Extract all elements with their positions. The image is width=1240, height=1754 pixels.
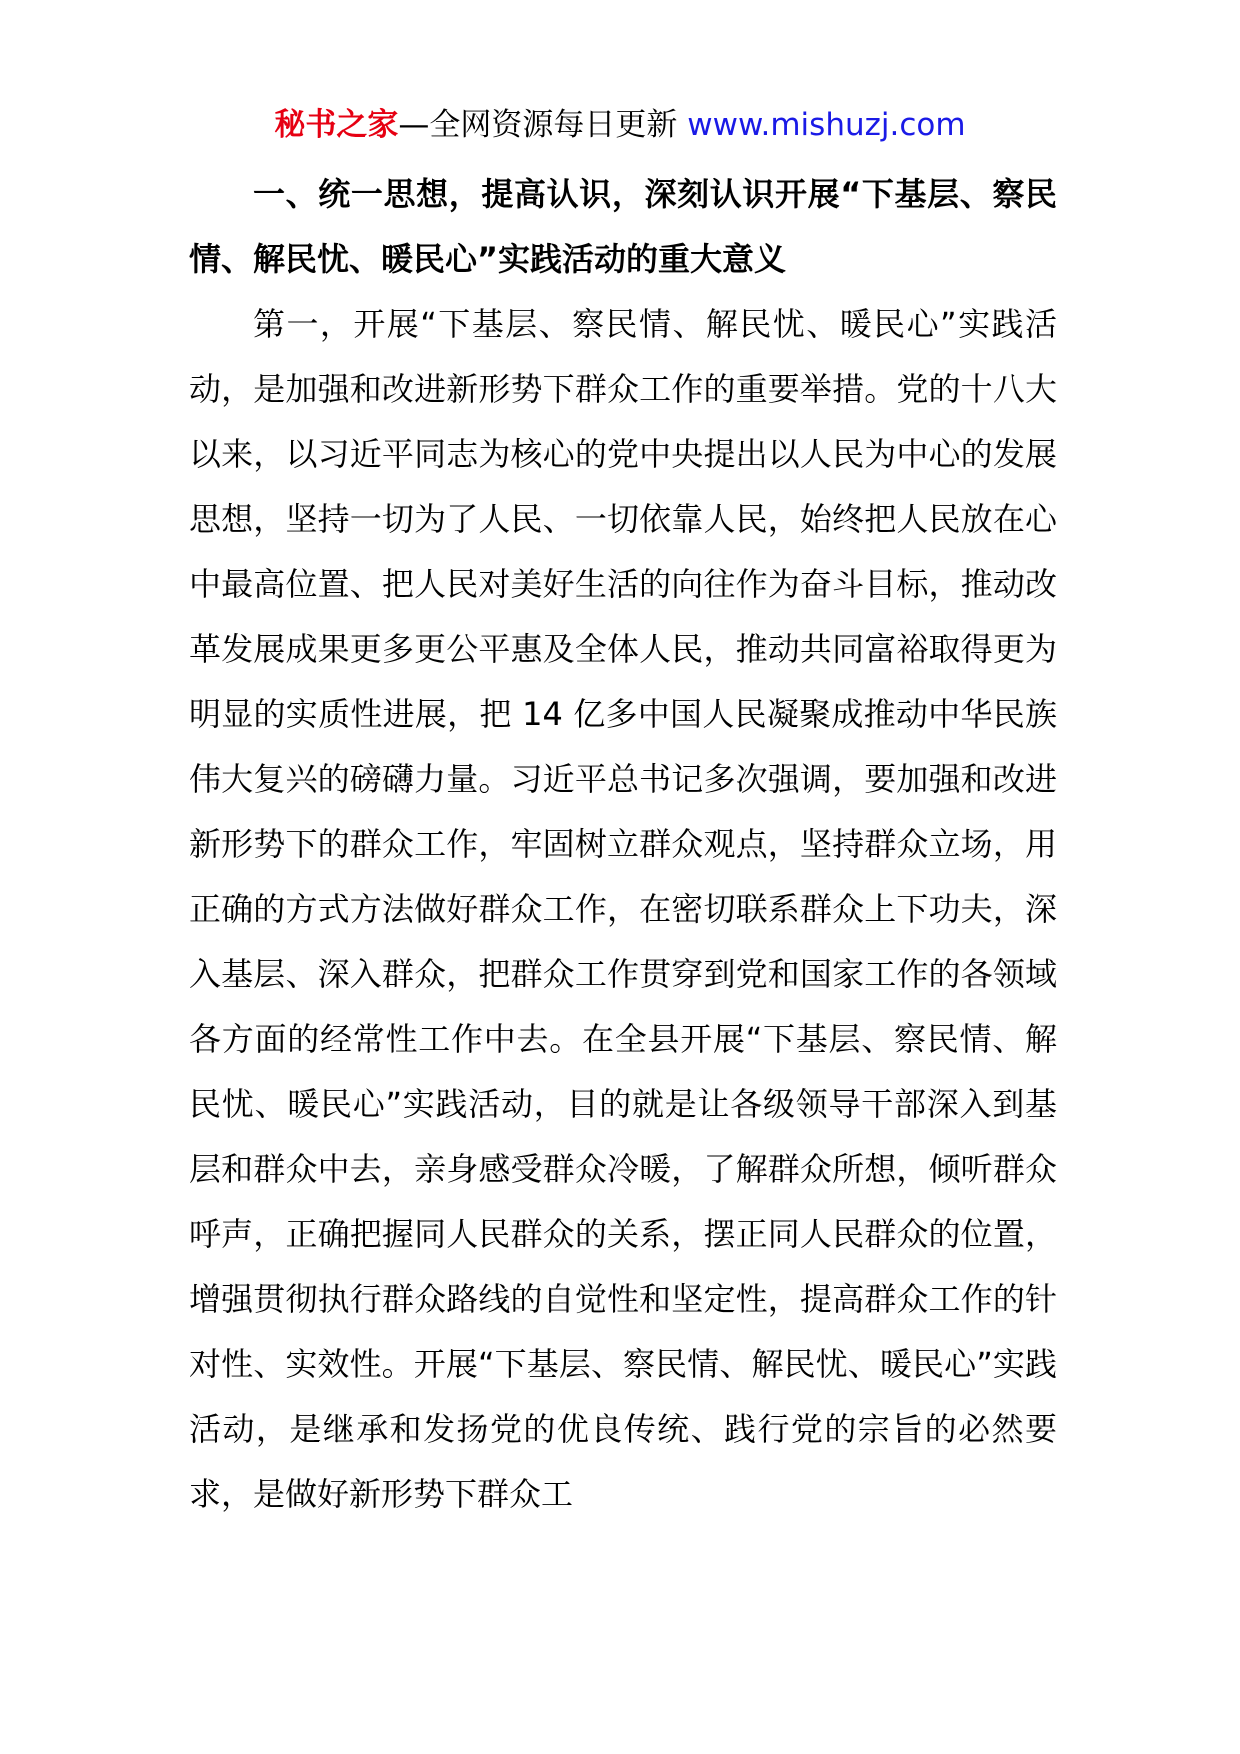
paragraph: 第一，开展“下基层、察民情、解民忧、暖民心”实践活动，是加强和改进新形势下群众工作的重要举措。党的十八大以来，以习近平同志为核心的党中央提出以人民为中心的发展思想，坚持一切为了人民、一切依靠人民，始终把人民放在心中最高位置、把人民对美好生活的向往作为奋斗目标，推动改革发展成果更多更公平惠及全体人民，推动共同富裕取得更为明显的实质性进展，把 14 亿多中国人民凝聚成推动中华民族伟大复兴的磅礴力量。习近平总书记多次强调，要加强和改进新形势下的群众工作，牢固树立群众观点，坚持群众立场，用正确的方式方法做好群众工作，在密切联系群众上下功夫，深入基层、深入群众，把群众工作贯穿到党和国家工作的各领域各方面的经常性工作中去。在全县开展“下基层、察民情、解民忧、暖民心”实践活动，目的就是让各级领导干部深入到基层和群众中去，亲身感受群众冷暖，了解群众所想，倾听群众呼声，正确把握同人民群众的关系，摆正同人民群众的位置，增强贯彻执行群众路线的自觉性和坚定性，提高群众工作的针对性、实效性。开展“下基层、察民情、解民忧、暖民心”实践活动，是继承和发扬党的优良传统、践行党的宗旨的必然要求，是做好新形势下群众工 — [189, 305, 1057, 1513]
brand-name: 秘书之家 — [274, 107, 399, 143]
site-url-link[interactable]: www.mishuzj.com — [687, 107, 966, 143]
document-body — [189, 162, 1057, 1527]
page-header — [0, 100, 1240, 150]
section-heading: 一、统一思想，提高认识，深刻认识开展“下基层、察民情、解民忧、暖民心”实践活动的重大意义 — [189, 175, 1057, 278]
header-tagline: —全网资源每日更新 — [398, 107, 688, 143]
